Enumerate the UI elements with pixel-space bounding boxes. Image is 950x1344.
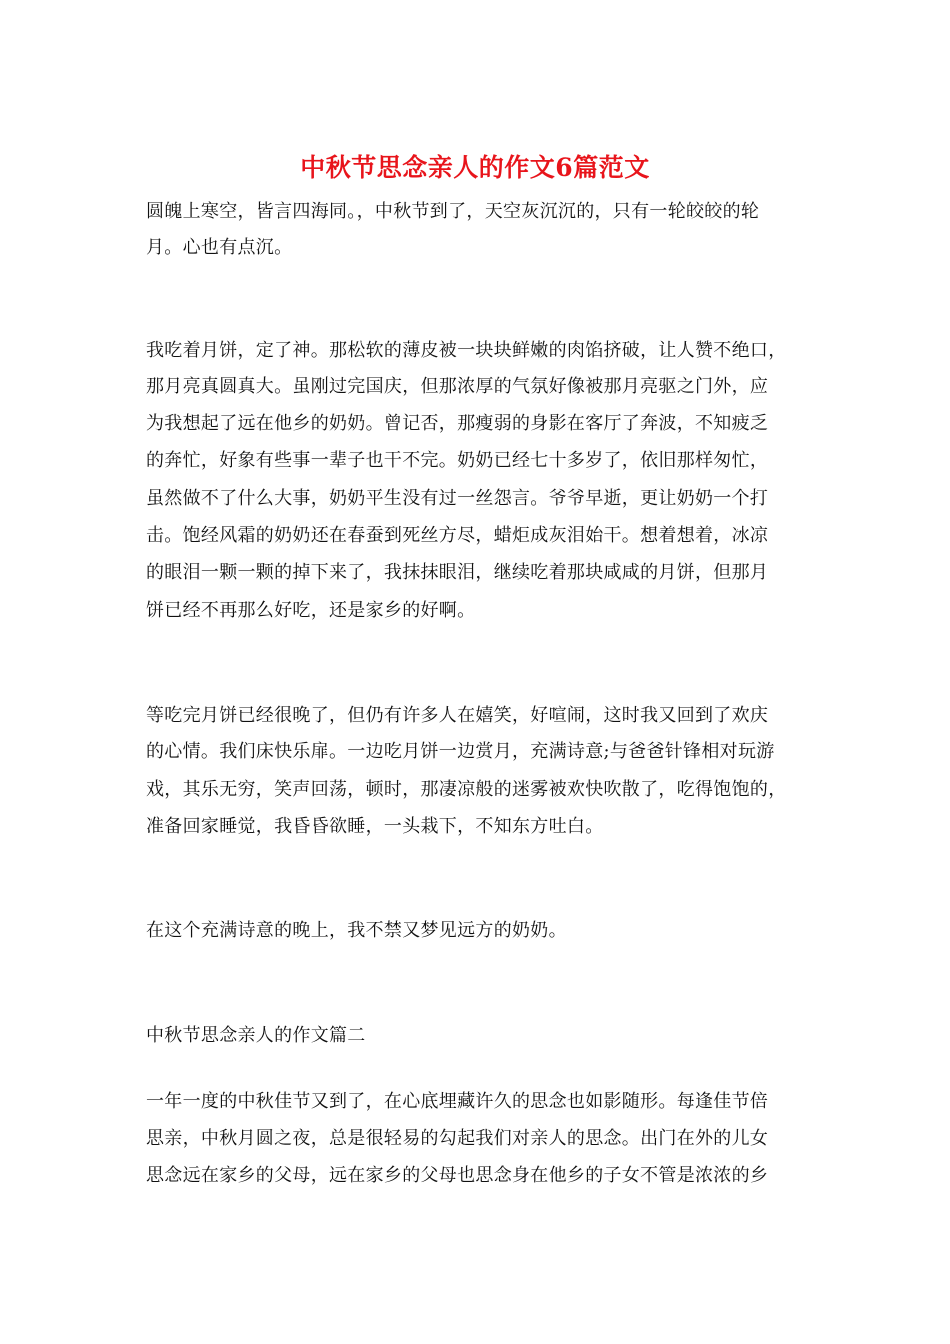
text-line: 的眼泪一颗一颗的掉下来了，我抹抹眼泪，继续吃着那块咸咸的月饼，但那月 (146, 562, 769, 583)
document-title: 中秋节思念亲人的作文6篇范文 (300, 153, 650, 182)
text-line: 的心情。我们床快乐扉。一边吃月饼一边赏月，充满诗意;与爸爸针锋相对玩游 (146, 741, 775, 762)
text-line: 为我想起了远在他乡的奶奶。曾记否，那瘦弱的身影在客厅了奔波，不知疲乏 (146, 413, 769, 434)
text-line: 那月亮真圆真大。虽刚过完国庆，但那浓厚的气氛好像被那月亮驱之门外，应 (146, 376, 769, 397)
text-line: 等吃完月饼已经很晚了，但仍有许多人在嬉笑，好喧闹，这时我又回到了欢庆 (146, 705, 769, 726)
text-line: 在这个充满诗意的晚上，我不禁又梦见远方的奶奶。 (146, 920, 567, 941)
text-line: 思念远在家乡的父母，远在家乡的父母也思念身在他乡的子女不管是浓浓的乡 (146, 1165, 769, 1186)
text-line: 我吃着月饼，定了神。那松软的薄皮被一块块鲜嫩的肉馅挤破，让人赞不绝口， (146, 340, 787, 361)
text-line: 准备回家睡觉，我昏昏欲睡，一头栽下，不知东方吐白。 (146, 816, 604, 837)
text-line: 饼已经不再那么好吃，还是家乡的好啊。 (146, 600, 476, 621)
text-line: 击。饱经风霜的奶奶还在春蚕到死丝方尽，蜡炬成灰泪始干。想着想着，冰凉 (146, 525, 769, 546)
text-line: 虽然做不了什么大事，奶奶平生没有过一丝怨言。爷爷早逝，更让奶奶一个打 (146, 488, 769, 509)
text-line: 一年一度的中秋佳节又到了，在心底埋藏许久的思念也如影随形。每逢佳节倍 (146, 1091, 769, 1112)
text-line: 的奔忙，好象有些事一辈子也干不完。奶奶已经七十多岁了，依旧那样匆忙， (146, 450, 769, 471)
section-heading: 中秋节思念亲人的作文篇二 (146, 1025, 366, 1046)
text-line: 圆魄上寒空，皆言四海同。，中秋节到了，天空灰沉沉的，只有一轮皎皎的轮 (146, 201, 760, 222)
text-line: 月。心也有点沉。 (146, 237, 293, 258)
text-line: 戏，其乐无穷，笑声回荡，顿时，那凄凉般的迷雾被欢快吹散了，吃得饱饱的， (146, 779, 787, 800)
text-line: 思亲，中秋月圆之夜，总是很轻易的勾起我们对亲人的思念。出门在外的儿女 (146, 1128, 769, 1149)
